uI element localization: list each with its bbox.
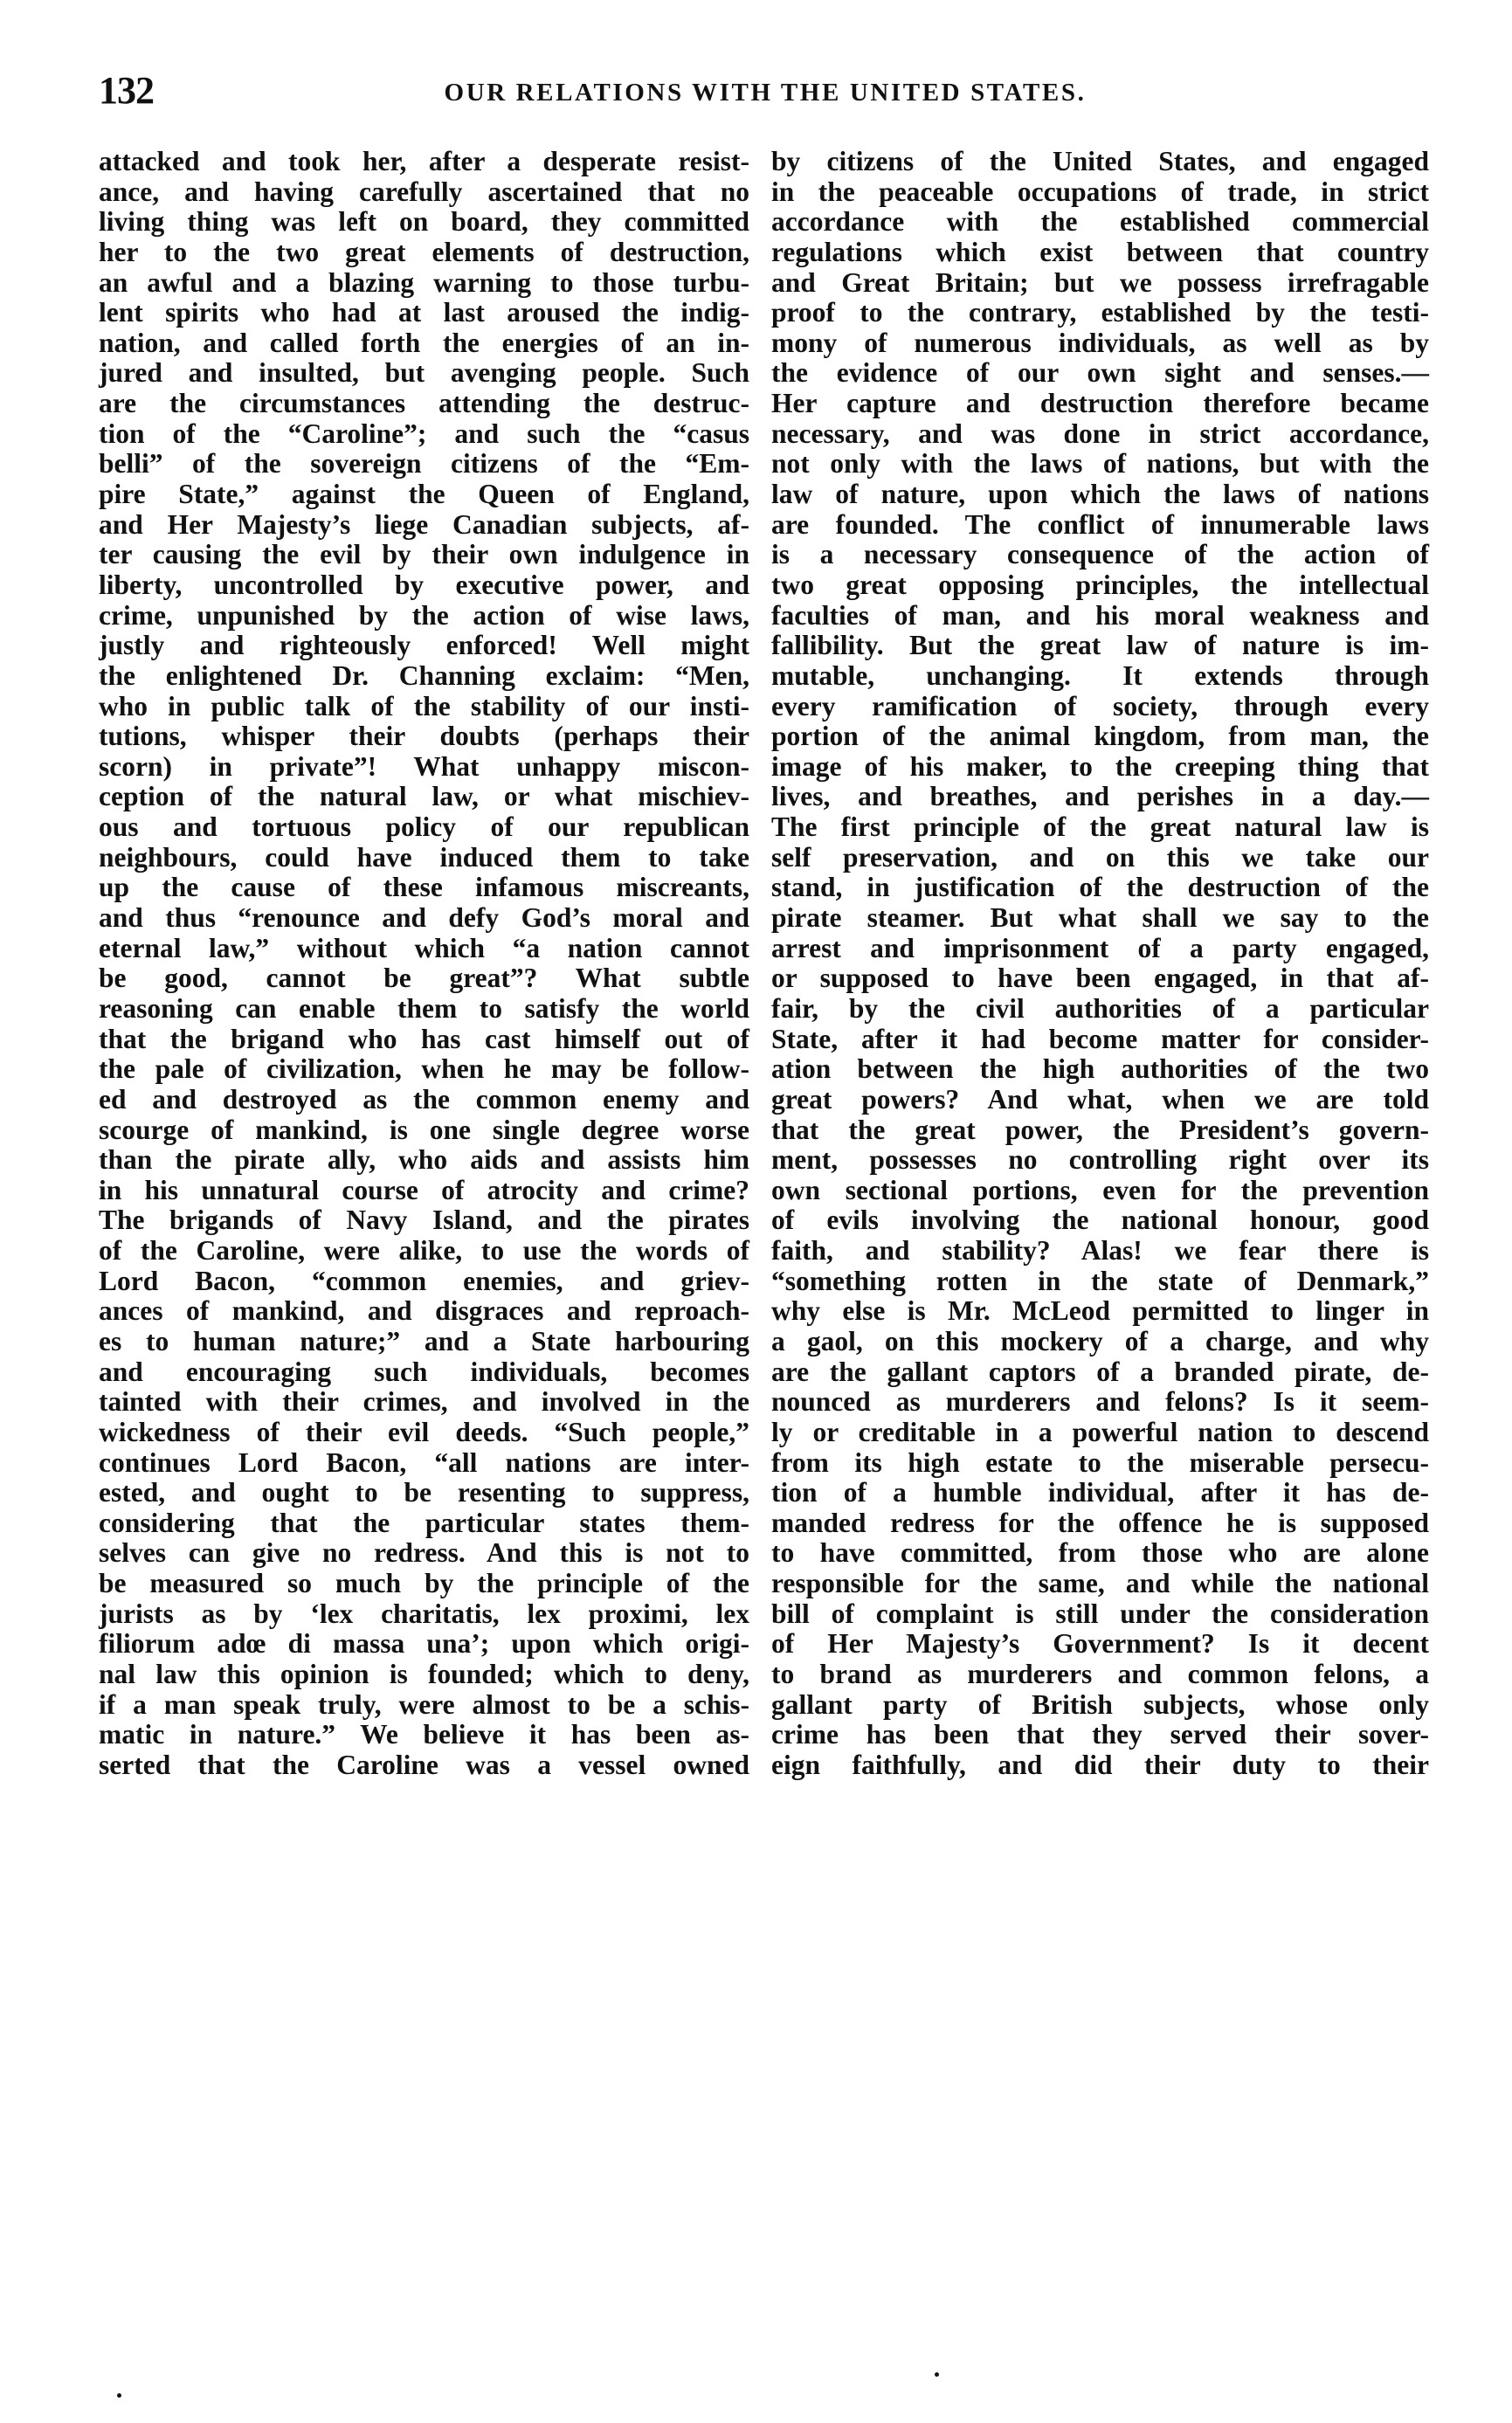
text-line: and Her Majesty’s liege Canadian subjects, af-	[99, 508, 749, 540]
text-line: Lord Bacon, “common enemies, and griev-	[99, 1265, 749, 1296]
text-line: jurists as by ‘lex charitatis, lex proximi, lex	[99, 1598, 749, 1629]
text-line: ment, possesses no controlling right over its	[771, 1144, 1429, 1176]
text-line: ous and tortuous policy of our republican	[99, 811, 749, 843]
text-line: justly and righteously enforced! Well might	[99, 630, 749, 661]
text-line: attacked and took her, after a desperate resist-	[99, 146, 749, 176]
text-line: of the Caroline, were alike, to use the words of	[99, 1235, 749, 1267]
text-line: liberty, uncontrolled by executive power, and	[99, 569, 749, 600]
text-line: a gaol, on this mockery of a charge, and why	[771, 1325, 1429, 1356]
print-speck	[935, 2372, 939, 2377]
text-line: serted that the Caroline was a vessel owned	[99, 1749, 749, 1780]
text-line: nal law this opinion is founded; which to deny,	[99, 1659, 749, 1690]
text-line: every ramification of society, through every	[771, 690, 1429, 721]
text-line: gallant party of British subjects, whose only	[771, 1688, 1429, 1720]
text-line: lent spirits who had at last aroused the indig-	[99, 297, 749, 328]
text-line: lives, and breathes, and perishes in a day.—	[771, 781, 1429, 812]
text-line: pirate steamer. But what shall we say to the	[771, 902, 1429, 934]
text-line: are founded. The conflict of innumerable laws	[771, 508, 1429, 540]
text-line: ception of the natural law, or what mischiev-	[99, 781, 749, 812]
text-line: or supposed to have been engaged, in that af-	[771, 963, 1429, 994]
text-line: be good, cannot be great”? What subtle	[99, 963, 749, 994]
text-line: fallibility. But the great law of nature is im-	[771, 630, 1429, 661]
text-line: two great opposing principles, the intellectual	[771, 569, 1429, 600]
text-line: Her capture and destruction therefore became	[771, 388, 1429, 419]
text-line: who in public talk of the stability of our insti-	[99, 690, 749, 721]
text-line: is a necessary consequence of the action of	[771, 539, 1429, 570]
text-line: crime, unpunished by the action of wise laws,	[99, 599, 749, 631]
text-line: eign faithfully, and did their duty to their	[771, 1749, 1429, 1780]
text-line: portion of the animal kingdom, from man, the	[771, 721, 1429, 752]
text-line: image of his maker, to the creeping thing that	[771, 750, 1429, 782]
text-line: arrest and imprisonment of a party engaged,	[771, 932, 1429, 963]
text-line: great powers? And what, when we are told	[771, 1083, 1429, 1115]
text-line: are the gallant captors of a branded pirate, de-	[771, 1356, 1429, 1387]
text-line: law of nature, upon which the laws of nations	[771, 479, 1429, 510]
text-line: crime has been that they served their sover-	[771, 1719, 1429, 1750]
text-line: own sectional portions, even for the prevention	[771, 1174, 1429, 1205]
text-line: if a man speak truly, were almost to be a schis-	[99, 1688, 749, 1720]
text-line: are the circumstances attending the destruc-	[99, 388, 749, 419]
text-line: tion of a humble individual, after it has de-	[771, 1477, 1429, 1508]
text-line: ance, and having carefully ascertained that no	[99, 176, 749, 207]
text-line: the enlightened Dr. Channing exclaim: “Men,	[99, 659, 749, 691]
text-line: scorn) in private”! What unhappy miscon-	[99, 750, 749, 782]
text-line: considering that the particular states them-	[99, 1507, 749, 1538]
text-line: selves can give no redress. And this is not to	[99, 1537, 749, 1569]
text-line: and thus “renounce and defy God’s moral and	[99, 902, 749, 934]
text-line: in the peaceable occupations of trade, in strict	[771, 176, 1429, 207]
text-line: accordance with the established commercial	[771, 206, 1429, 238]
text-line: not only with the laws of nations, but with the	[771, 448, 1429, 480]
page-number: 132	[99, 69, 154, 112]
text-line: scourge of mankind, is one single degree worse	[99, 1114, 749, 1145]
text-column-left	[99, 147, 749, 1781]
text-line: tainted with their crimes, and involved in the	[99, 1386, 749, 1418]
text-line: of evils involving the national honour, good	[771, 1205, 1429, 1236]
text-line: ter causing the evil by their own indulgence in	[99, 539, 749, 570]
text-line: continues Lord Bacon, “all nations are inter-	[99, 1446, 749, 1478]
text-line: es to human nature;” and a State harbouring	[99, 1325, 749, 1356]
text-line: ation between the high authorities of the two	[771, 1053, 1429, 1085]
text-line: and Great Britain; but we possess irrefragable	[771, 266, 1429, 298]
text-line: that the brigand who has cast himself out of	[99, 1023, 749, 1054]
running-head: OUR RELATIONS WITH THE UNITED STATES.	[444, 79, 1087, 107]
text-line: than the pirate ally, who aids and assists him	[99, 1144, 749, 1176]
text-line: nounced as murderers and felons? Is it seem-	[771, 1386, 1429, 1418]
text-line: wickedness of their evil deeds. “Such people,”	[99, 1416, 749, 1447]
text-line: tion of the “Caroline”; and such the “casus	[99, 418, 749, 449]
text-line: necessary, and was done in strict accordance,	[771, 418, 1429, 449]
text-line: the pale of civilization, when he may be follow-	[99, 1053, 749, 1085]
text-column-right	[771, 147, 1429, 1781]
text-line: the evidence of our own sight and senses.—	[771, 357, 1429, 389]
text-line: reasoning can enable them to satisfy the world	[99, 992, 749, 1024]
text-line: jured and insulted, but avenging people. Such	[99, 357, 749, 389]
text-line: from its high estate to the miserable persecu-	[771, 1446, 1429, 1478]
text-line: regulations which exist between that country	[771, 236, 1429, 267]
text-line: ed and destroyed as the common enemy and	[99, 1083, 749, 1115]
text-line: mony of numerous individuals, as well as by	[771, 327, 1429, 358]
text-line: faith, and stability? Alas! we fear there is	[771, 1235, 1429, 1267]
text-line: eternal law,” without which “a nation cannot	[99, 932, 749, 963]
text-line: stand, in justification of the destruction of the	[771, 872, 1429, 903]
text-line: tutions, whisper their doubts (perhaps their	[99, 721, 749, 752]
text-line: belli” of the sovereign citizens of the “Em-	[99, 448, 749, 480]
text-line: nation, and called forth the energies of an in-	[99, 327, 749, 358]
text-line: pire State,” against the Queen of England,	[99, 479, 749, 510]
text-line: why else is Mr. McLeod permitted to linger in	[771, 1295, 1429, 1327]
text-line: an awful and a blazing warning to those turbu-	[99, 266, 749, 298]
text-line: proof to the contrary, established by the testi-	[771, 297, 1429, 328]
text-line: filiorum adœ di massa una’; upon which origi-	[99, 1628, 749, 1660]
text-line: her to the two great elements of destruction,	[99, 236, 749, 267]
text-line: manded redress for the offence he is supposed	[771, 1507, 1429, 1538]
text-line: “something rotten in the state of Denmark,”	[771, 1265, 1429, 1296]
text-line: be measured so much by the principle of the	[99, 1568, 749, 1599]
text-line: to have committed, from those who are alone	[771, 1537, 1429, 1569]
text-line: bill of complaint is still under the consideration	[771, 1598, 1429, 1629]
text-line: in his unnatural course of atrocity and crime?	[99, 1174, 749, 1205]
text-line: neighbours, could have induced them to take	[99, 841, 749, 873]
text-line: by citizens of the United States, and engaged	[771, 146, 1429, 176]
text-line: living thing was left on board, they committed	[99, 206, 749, 238]
text-line: ested, and ought to be resenting to suppress,	[99, 1477, 749, 1508]
text-line: faculties of man, and his moral weakness and	[771, 599, 1429, 631]
text-line: ly or creditable in a powerful nation to descend	[771, 1416, 1429, 1447]
text-line: to brand as murderers and common felons, a	[771, 1659, 1429, 1690]
text-line: fair, by the civil authorities of a particular	[771, 992, 1429, 1024]
text-line: that the great power, the President’s govern-	[771, 1114, 1429, 1145]
text-line: up the cause of these infamous miscreants,	[99, 872, 749, 903]
text-line: mutable, unchanging. It extends through	[771, 659, 1429, 691]
text-line: The brigands of Navy Island, and the pirates	[99, 1205, 749, 1236]
text-line: and encouraging such individuals, becomes	[99, 1356, 749, 1387]
text-line: matic in nature.” We believe it has been as-	[99, 1719, 749, 1750]
print-speck	[117, 2393, 121, 2398]
text-line: State, after it had become matter for consider-	[771, 1023, 1429, 1054]
text-line: The first principle of the great natural law is	[771, 811, 1429, 843]
text-line: of Her Majesty’s Government? Is it decent	[771, 1628, 1429, 1660]
text-line: self preservation, and on this we take our	[771, 841, 1429, 873]
text-line: ances of mankind, and disgraces and reproach-	[99, 1295, 749, 1327]
text-line: responsible for the same, and while the national	[771, 1568, 1429, 1599]
